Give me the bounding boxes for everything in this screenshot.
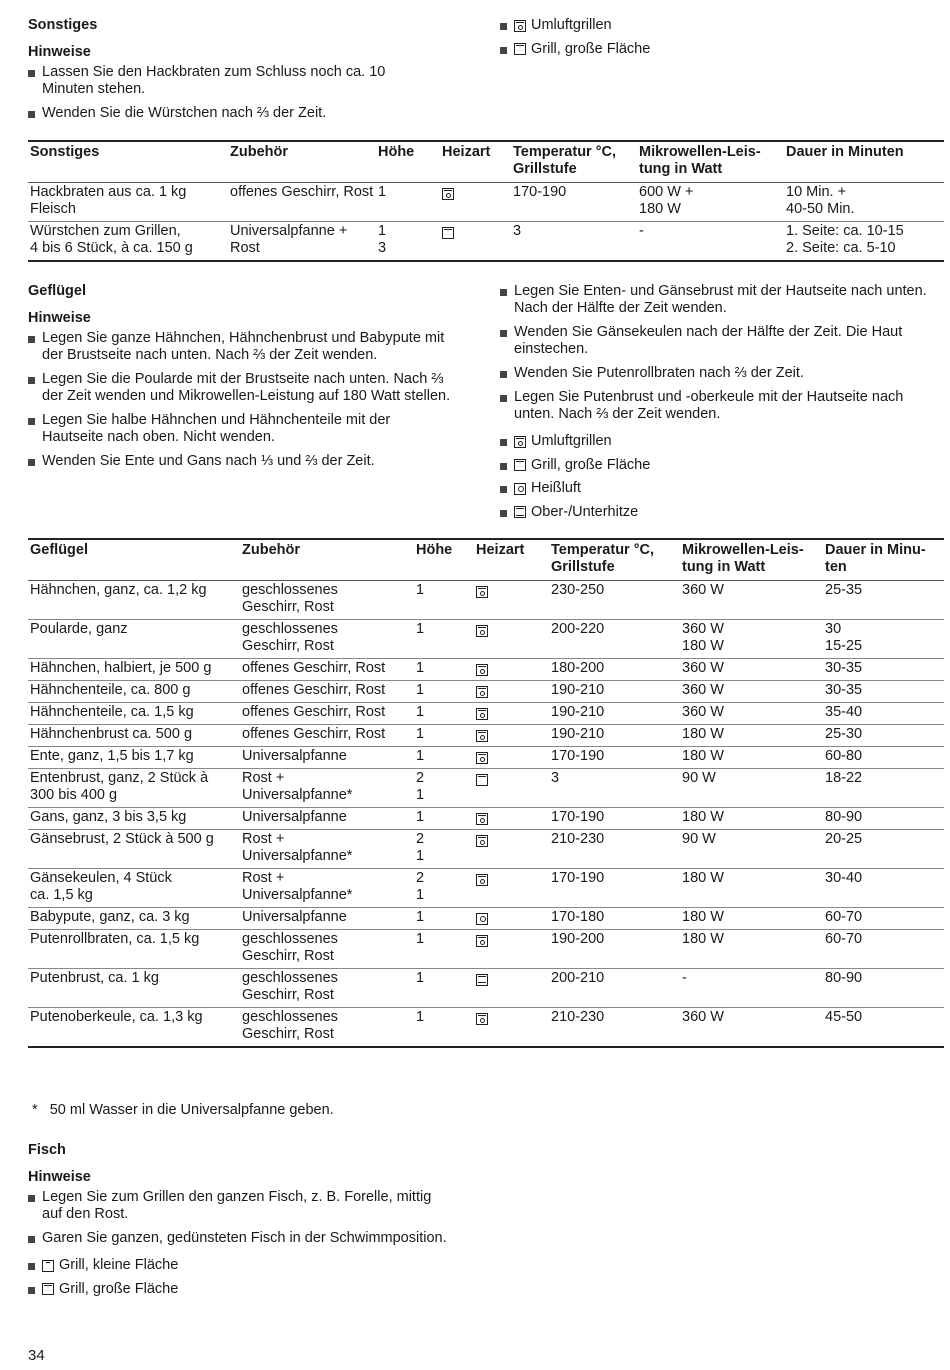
level-cell: 1 3 <box>378 223 387 256</box>
grill-kleine-flaeche-icon <box>42 1260 54 1272</box>
mode-label: Umluftgrillen <box>531 17 612 33</box>
dish-cell: Gänsebrust, 2 Stück à 500 g <box>30 831 214 847</box>
umluftgrillen-icon <box>476 664 488 676</box>
table-row <box>28 969 944 1008</box>
table-row <box>28 183 944 222</box>
microwave-power-cell: 180 W <box>682 726 724 742</box>
column-header: Zubehör <box>242 542 300 558</box>
temperature-cell: 190-210 <box>551 682 605 698</box>
table-header-row <box>28 539 944 581</box>
hinweise-list <box>28 64 403 122</box>
microwave-power-cell: 360 W 180 W <box>682 621 724 654</box>
gefluegel-section <box>28 283 468 477</box>
level-cell: 1 <box>416 582 425 598</box>
grill-grosse-flaeche-icon <box>476 774 488 786</box>
column-header: Höhe <box>416 542 453 558</box>
heating-mode-cell <box>474 659 549 681</box>
mode-item <box>28 1281 468 1298</box>
column-header: Mikrowellen-Leis-tung in Watt <box>682 542 804 575</box>
duration-cell: 30-40 <box>825 870 863 886</box>
dish-cell: Hähnchen, halbiert, je 500 g <box>30 660 212 676</box>
microwave-power-cell: 360 W <box>682 1009 724 1025</box>
footnote: * 50 ml Wasser in die Universalpfanne geben. <box>32 1102 334 1118</box>
column-header: Zubehör <box>230 144 288 160</box>
accessory-cell: offenes Geschirr, Rost <box>242 660 386 676</box>
umluftgrillen-icon <box>476 813 488 825</box>
microwave-power-cell: 600 W + 180 W <box>639 184 694 217</box>
umluftgrillen-icon <box>514 20 526 32</box>
level-cell: 1 <box>416 1009 425 1025</box>
column-header: Heizart <box>442 144 491 160</box>
fisch-section <box>28 1142 468 1304</box>
dish-cell: Hähnchenteile, ca. 1,5 kg <box>30 704 194 720</box>
accessory-cell: offenes Geschirr, Rost <box>242 726 386 742</box>
ober-unterhitze-icon <box>514 506 526 518</box>
note-item: Legen Sie ganze Hähnchen, Hähnchenbrust und Babypute mit der Brustseite nach unten. Nach ⅔ der Zeit wenden. <box>28 330 453 364</box>
microwave-power-cell: 180 W <box>682 748 724 764</box>
dish-cell: Hähnchenteile, ca. 800 g <box>30 682 191 698</box>
grill-grosse-flaeche-icon <box>514 459 526 471</box>
table-row <box>28 725 944 747</box>
dish-cell: Hähnchenbrust ca. 500 g <box>30 726 193 742</box>
temperature-cell: 230-250 <box>551 582 605 598</box>
umluftgrillen-icon <box>476 752 488 764</box>
table-row <box>28 869 944 908</box>
section-title: Geflügel <box>28 283 87 299</box>
column-header: Geflügel <box>30 542 89 558</box>
dish-cell: Würstchen zum Grillen, 4 bis 6 Stück, à ca. 150 g <box>30 223 193 256</box>
microwave-power-cell: 90 W <box>682 831 716 847</box>
section-title: Sonstiges <box>28 17 98 33</box>
sonstiges-modes-list <box>500 17 650 64</box>
level-cell: 1 <box>416 931 425 947</box>
hinweise-heading: Hinweise <box>28 310 91 326</box>
accessory-cell: geschlossenes Geschirr, Rost <box>242 582 338 615</box>
umluftgrillen-icon <box>476 686 488 698</box>
heating-mode-cell <box>440 222 511 262</box>
microwave-power-cell: 360 W <box>682 582 724 598</box>
heating-mode-cell <box>474 969 549 1008</box>
heissluft-icon <box>514 483 526 495</box>
accessory-cell: Universalpfanne <box>242 748 347 764</box>
microwave-power-cell: 360 W <box>682 704 724 720</box>
hinweise-list <box>28 1189 453 1247</box>
gefluegel-notes-right <box>500 283 944 527</box>
column-header: Dauer in Minu-ten <box>825 542 926 575</box>
duration-cell: 30-35 <box>825 660 863 676</box>
table-row <box>28 930 944 969</box>
temperature-cell: 170-180 <box>551 909 605 925</box>
level-cell: 1 <box>416 660 425 676</box>
column-header: Dauer in Minuten <box>786 144 904 160</box>
mode-label: Heißluft <box>531 480 581 496</box>
umluftgrillen-icon <box>476 874 488 886</box>
duration-cell: 80-90 <box>825 970 863 986</box>
dish-cell: Ente, ganz, 1,5 bis 1,7 kg <box>30 748 194 764</box>
table-row <box>28 659 944 681</box>
duration-cell: 60-70 <box>825 931 863 947</box>
note-item: Wenden Sie Gänsekeulen nach der Hälfte der Zeit. Die Haut einstechen. <box>500 324 944 358</box>
accessory-cell: offenes Geschirr, Rost <box>242 682 386 698</box>
note-item: Legen Sie zum Grillen den ganzen Fisch, z. B. Forelle, mittig auf den Rost. <box>28 1189 453 1223</box>
accessory-cell: offenes Geschirr, Rost <box>230 184 374 200</box>
level-cell: 1 <box>416 970 425 986</box>
gefluegel-modes-list <box>500 433 944 521</box>
table-row <box>28 1008 944 1048</box>
umluftgrillen-icon <box>476 935 488 947</box>
accessory-cell: Universalpfanne <box>242 909 347 925</box>
umluftgrillen-icon <box>476 730 488 742</box>
table-row <box>28 908 944 930</box>
note-item: Garen Sie ganzen, gedünsteten Fisch in der Schwimmposition. <box>28 1230 453 1247</box>
accessory-cell: geschlossenes Geschirr, Rost <box>242 931 338 964</box>
note-item: Legen Sie Putenbrust und -oberkeule mit der Hautseite nach unten. Nach ⅔ der Zeit wenden. <box>500 389 944 423</box>
table-row <box>28 747 944 769</box>
duration-cell: 60-80 <box>825 748 863 764</box>
temperature-cell: 170-190 <box>513 184 567 200</box>
temperature-cell: 200-210 <box>551 970 605 986</box>
umluftgrillen-icon <box>442 188 454 200</box>
table-row <box>28 769 944 808</box>
dish-cell: Entenbrust, ganz, 2 Stück à 300 bis 400 g <box>30 770 209 803</box>
grill-grosse-flaeche-icon <box>442 227 454 239</box>
section-title: Fisch <box>28 1142 66 1158</box>
gefluegel-table <box>28 538 944 1048</box>
sonstiges-section <box>28 17 428 129</box>
table-header-row <box>28 141 944 183</box>
temperature-cell: 170-190 <box>551 870 605 886</box>
umluftgrillen-icon <box>476 625 488 637</box>
accessory-cell: offenes Geschirr, Rost <box>242 704 386 720</box>
temperature-cell: 3 <box>513 223 522 239</box>
accessory-cell: geschlossenes Geschirr, Rost <box>242 970 338 1003</box>
hinweise-heading: Hinweise <box>28 44 91 60</box>
column-header: Temperatur °C, Grillstufe <box>513 144 617 177</box>
duration-cell: 25-35 <box>825 582 863 598</box>
accessory-cell: geschlossenes Geschirr, Rost <box>242 621 338 654</box>
temperature-cell: 200-220 <box>551 621 605 637</box>
microwave-power-cell: 180 W <box>682 909 724 925</box>
heating-mode-cell <box>474 681 549 703</box>
note-item: Legen Sie Enten- und Gänsebrust mit der Hautseite nach unten. Nach der Hälfte der Zeit wenden. <box>500 283 944 317</box>
mode-item <box>500 17 650 34</box>
level-cell: 1 <box>416 704 425 720</box>
dish-cell: Hackbraten aus ca. 1 kg Fleisch <box>30 184 187 217</box>
hinweise-heading: Hinweise <box>28 1169 91 1185</box>
fisch-modes-list <box>28 1257 468 1298</box>
heating-mode-cell <box>440 183 511 222</box>
mode-item <box>500 504 944 521</box>
table-row <box>28 581 944 620</box>
table-row <box>28 830 944 869</box>
mode-label: Grill, große Fläche <box>531 40 651 57</box>
microwave-power-cell: - <box>639 223 644 239</box>
sonstiges-table <box>28 140 944 262</box>
level-cell: 1 <box>416 726 425 742</box>
accessory-cell: Universalpfanne <box>242 809 347 825</box>
hinweise-list <box>500 283 944 423</box>
table-row <box>28 620 944 659</box>
level-cell: 2 1 <box>416 770 425 803</box>
heating-mode-cell <box>474 747 549 769</box>
microwave-power-cell: 360 W <box>682 660 724 676</box>
duration-cell: 35-40 <box>825 704 863 720</box>
column-header: Temperatur °C, Grillstufe <box>551 542 655 575</box>
dish-cell: Gänsekeulen, 4 Stück ca. 1,5 kg <box>30 870 172 903</box>
duration-cell: 1. Seite: ca. 10-15 2. Seite: ca. 5-10 <box>786 223 904 256</box>
heating-mode-cell <box>474 703 549 725</box>
heating-mode-cell <box>474 620 549 659</box>
dish-cell: Putenrollbraten, ca. 1,5 kg <box>30 931 200 947</box>
duration-cell: 25-30 <box>825 726 863 742</box>
heating-mode-cell <box>474 830 549 869</box>
heating-mode-cell <box>474 581 549 620</box>
microwave-power-cell: 180 W <box>682 931 724 947</box>
level-cell: 2 1 <box>416 870 425 903</box>
hinweise-list <box>28 330 453 470</box>
dish-cell: Gans, ganz, 3 bis 3,5 kg <box>30 809 187 825</box>
sonstiges-table-body <box>28 183 944 262</box>
temperature-cell: 170-190 <box>551 809 605 825</box>
accessory-cell: Rost + Universalpfanne* <box>242 831 353 864</box>
dish-cell: Poularde, ganz <box>30 621 128 637</box>
duration-cell: 20-25 <box>825 831 863 847</box>
dish-cell: Babypute, ganz, ca. 3 kg <box>30 909 190 925</box>
mode-label: Grill, kleine Fläche <box>59 1257 179 1273</box>
note-item: Lassen Sie den Hackbraten zum Schluss noch ca. 10 Minuten stehen. <box>28 64 403 98</box>
heissluft-icon <box>476 913 488 925</box>
heating-mode-cell <box>474 908 549 930</box>
heating-mode-cell <box>474 725 549 747</box>
temperature-cell: 170-190 <box>551 748 605 764</box>
microwave-power-cell: 180 W <box>682 870 724 886</box>
microwave-power-cell: - <box>682 970 687 986</box>
temperature-cell: 190-210 <box>551 726 605 742</box>
dish-cell: Putenbrust, ca. 1 kg <box>30 970 159 986</box>
dish-cell: Putenoberkeule, ca. 1,3 kg <box>30 1009 203 1025</box>
duration-cell: 18-22 <box>825 770 863 786</box>
temperature-cell: 190-200 <box>551 931 605 947</box>
umluftgrillen-icon <box>476 586 488 598</box>
grill-grosse-flaeche-icon <box>514 43 526 55</box>
duration-cell: 60-70 <box>825 909 863 925</box>
accessory-cell: Rost + Universalpfanne* <box>242 770 353 803</box>
temperature-cell: 180-200 <box>551 660 605 676</box>
table-row <box>28 222 944 262</box>
level-cell: 2 1 <box>416 831 425 864</box>
heating-mode-cell <box>474 1008 549 1048</box>
mode-item <box>500 457 944 474</box>
table-row <box>28 681 944 703</box>
accessory-cell: Rost + Universalpfanne* <box>242 870 353 903</box>
mode-label: Grill, große Fläche <box>59 1280 179 1297</box>
temperature-cell: 3 <box>551 770 560 786</box>
accessory-cell: geschlossenes Geschirr, Rost <box>242 1009 338 1042</box>
temperature-cell: 210-230 <box>551 1009 605 1025</box>
table-row <box>28 808 944 830</box>
level-cell: 1 <box>416 621 425 637</box>
page-number: 34 <box>28 1347 45 1364</box>
microwave-power-cell: 180 W <box>682 809 724 825</box>
table-row <box>28 703 944 725</box>
grill-grosse-flaeche-icon <box>42 1283 54 1295</box>
umluftgrillen-icon <box>476 835 488 847</box>
mode-item <box>500 480 944 497</box>
level-cell: 1 <box>378 184 387 200</box>
mode-label: Ober-/Unterhitze <box>531 503 639 520</box>
duration-cell: 80-90 <box>825 809 863 825</box>
heating-mode-cell <box>474 808 549 830</box>
column-header: Mikrowellen-Leis-tung in Watt <box>639 144 761 177</box>
dish-cell: Hähnchen, ganz, ca. 1,2 kg <box>30 582 207 598</box>
column-header: Sonstiges <box>30 144 100 160</box>
duration-cell: 30 15-25 <box>825 621 863 654</box>
mode-item <box>28 1257 468 1274</box>
note-item: Wenden Sie Putenrollbraten nach ⅔ der Zeit. <box>500 365 944 382</box>
temperature-cell: 190-210 <box>551 704 605 720</box>
microwave-power-cell: 90 W <box>682 770 716 786</box>
umluftgrillen-icon <box>476 708 488 720</box>
level-cell: 1 <box>416 748 425 764</box>
gefluegel-table-body <box>28 581 944 1048</box>
heating-mode-cell <box>474 930 549 969</box>
level-cell: 1 <box>416 682 425 698</box>
note-item: Legen Sie halbe Hähnchen und Hähnchenteile mit der Hautseite nach oben. Nicht wenden. <box>28 412 453 446</box>
duration-cell: 10 Min. + 40-50 Min. <box>786 184 855 217</box>
duration-cell: 45-50 <box>825 1009 863 1025</box>
column-header: Höhe <box>378 144 415 160</box>
mode-label: Umluftgrillen <box>531 433 612 449</box>
umluftgrillen-icon <box>476 1013 488 1025</box>
mode-item <box>500 433 944 450</box>
umluftgrillen-icon <box>514 436 526 448</box>
level-cell: 1 <box>416 809 425 825</box>
heating-mode-cell <box>474 769 549 808</box>
note-item: Wenden Sie die Würstchen nach ⅔ der Zeit. <box>28 105 403 122</box>
accessory-cell: Universalpfanne + Rost <box>230 223 348 256</box>
note-item: Wenden Sie Ente und Gans nach ⅓ und ⅔ der Zeit. <box>28 453 453 470</box>
mode-item <box>500 41 650 58</box>
duration-cell: 30-35 <box>825 682 863 698</box>
microwave-power-cell: 360 W <box>682 682 724 698</box>
ober-unterhitze-icon <box>476 974 488 986</box>
note-item: Legen Sie die Poularde mit der Brustseite nach unten. Nach ⅔ der Zeit wenden und Mikrowellen-Leistung auf 180 Watt stellen. <box>28 371 453 405</box>
heating-mode-cell <box>474 869 549 908</box>
level-cell: 1 <box>416 909 425 925</box>
column-header: Heizart <box>476 542 525 558</box>
mode-label: Grill, große Fläche <box>531 456 651 473</box>
temperature-cell: 210-230 <box>551 831 605 847</box>
